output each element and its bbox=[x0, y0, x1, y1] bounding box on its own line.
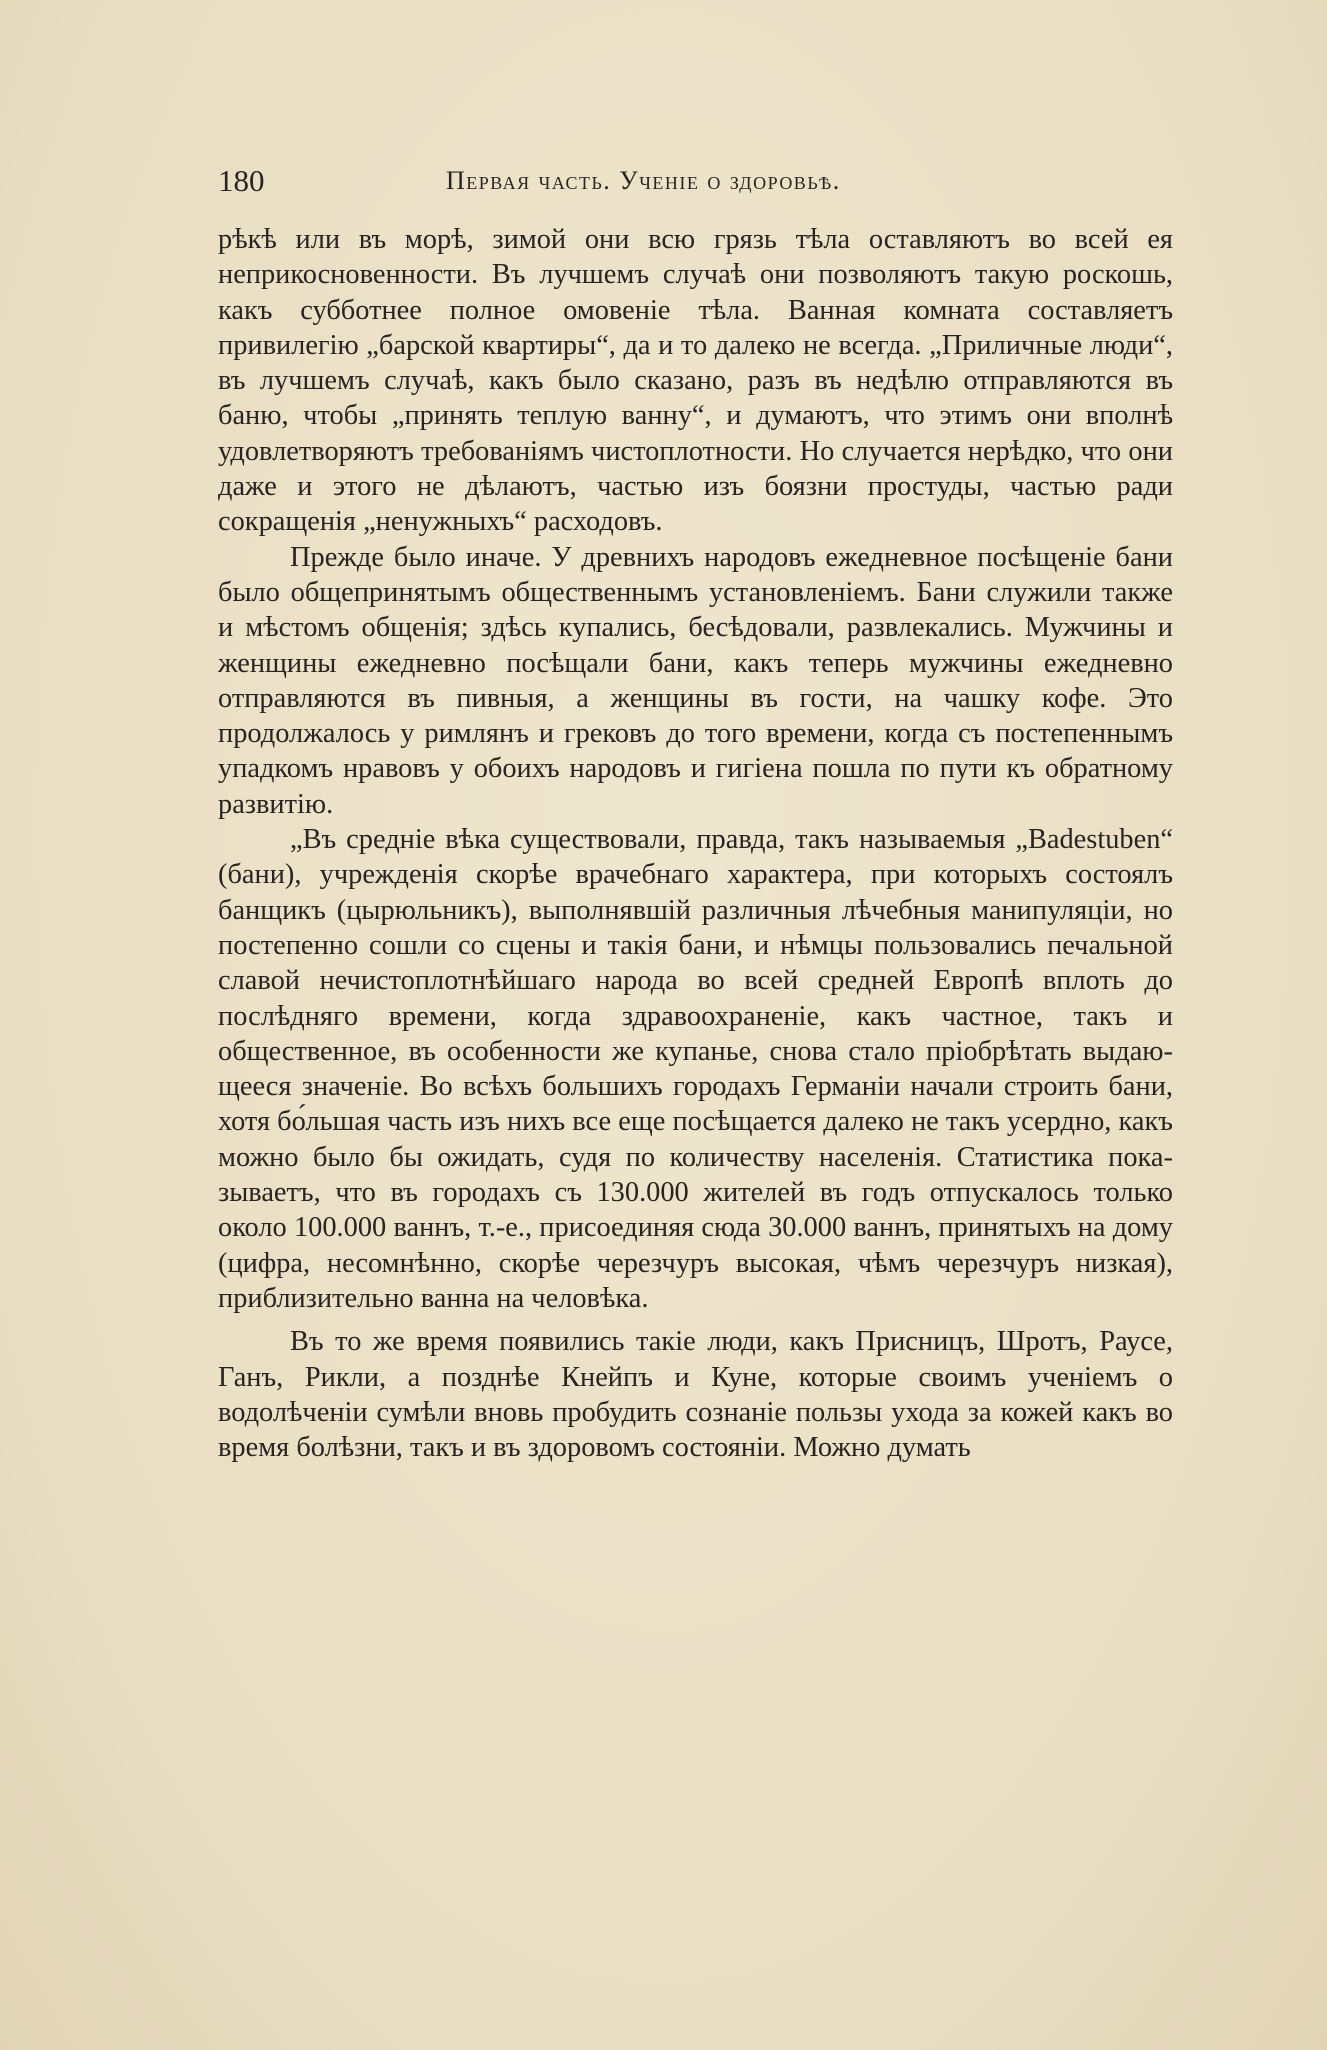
paragraph-2: Прежде было иначе. У древнихъ народовъ ежедневное посѣщеніе бани было общепринятымъ общественнымъ установленіемъ. Бани служили также и мѣстомъ общенія; здѣсь купались, бесѣдовали, развлекались. Мужчины и женщины ежедневно посѣщали бани, какъ теперь мужчины ежедневно отправляются въ пивныя, а женщины въ гости, на чашку кофе. Это продолжалось у римлянъ и грековъ до того времени, когда съ постепеннымъ упадкомъ нравовъ у обоихъ народовъ и гигіена пошла по пути къ обратному развитію. bbox=[218, 541, 1173, 820]
body-text bbox=[218, 222, 1173, 1465]
page-number: 180 bbox=[218, 163, 265, 198]
page-header bbox=[218, 163, 1168, 203]
paragraph-3: „Въ средніе вѣка существовали, правда, такъ называемыя „Badestuben“ (бани), учрежденія скорѣе врачебнаго характера, при которыхъ состоялъ банщикъ (цырюльникъ), выполнявшій различныя лѣчебныя манипуляціи, но постепенно сошли со сцены и такія бани, и нѣмцы пользовались печальной славой нечистоплотнѣйшаго народа во всей средней Европѣ вплоть до послѣдняго времени, когда здравоохраненіе, какъ частное, такъ и общественное, въ особенности же купанье, снова стало пріобрѣтать выдающееся значеніе. Во всѣхъ большихъ городахъ Германіи начали строить бани, хотя бо́льшая часть изъ нихъ все еще посѣщается далеко не такъ усердно, какъ можно было бы ожидать, судя по количеству населенія. Статистика показываетъ, что въ городахъ съ 130.000 жителей въ годъ отпускалось только около 100.000 ваннъ, т.-е., присоединяя сюда 30.000 ваннъ, принятыхъ на дому (цифра, несомнѣнно, скорѣе черезчуръ высокая, чѣмъ черезчуръ низкая), приблизительно ванна на человѣка. bbox=[218, 824, 1173, 1314]
paragraph-1: рѣкѣ или въ морѣ, зимой они всю грязь тѣла оставляютъ во всей ея неприкосновенности. Въ лучшемъ случаѣ они позволяютъ такую роскошь, какъ субботнее полное омовеніе тѣла. Ванная комната составляетъ привилегію „барской квартиры“, да и то далеко не всегда. „Приличные люди“, въ лучшемъ случаѣ, какъ было сказано, разъ въ недѣлю отправляются въ баню, чтобы „принять теплую ванну“, и думаютъ, что этимъ они вполнѣ удовлетворяютъ требованіямъ чистоплотности. Но случается нерѣдко, что они даже и этого не дѣлаютъ, частью изъ боязни простуды, частью ради сокращенія „ненужныхъ“ расходовъ. bbox=[218, 224, 1173, 538]
paragraph-4: Въ то же время появились такіе люди, какъ Присницъ, Шротъ, Раусе, Ганъ, Рикли, а позднѣе Кнейпъ и Куне, которые своимъ ученіемъ о водолѣченіи сумѣли вновь пробудить сознаніе пользы ухода за кожей какъ во время болѣзни, такъ и въ здоровомъ состояніи. Можно думать bbox=[218, 1326, 1173, 1464]
running-head: Первая часть. Ученіе о здоровьѣ. bbox=[446, 166, 841, 195]
